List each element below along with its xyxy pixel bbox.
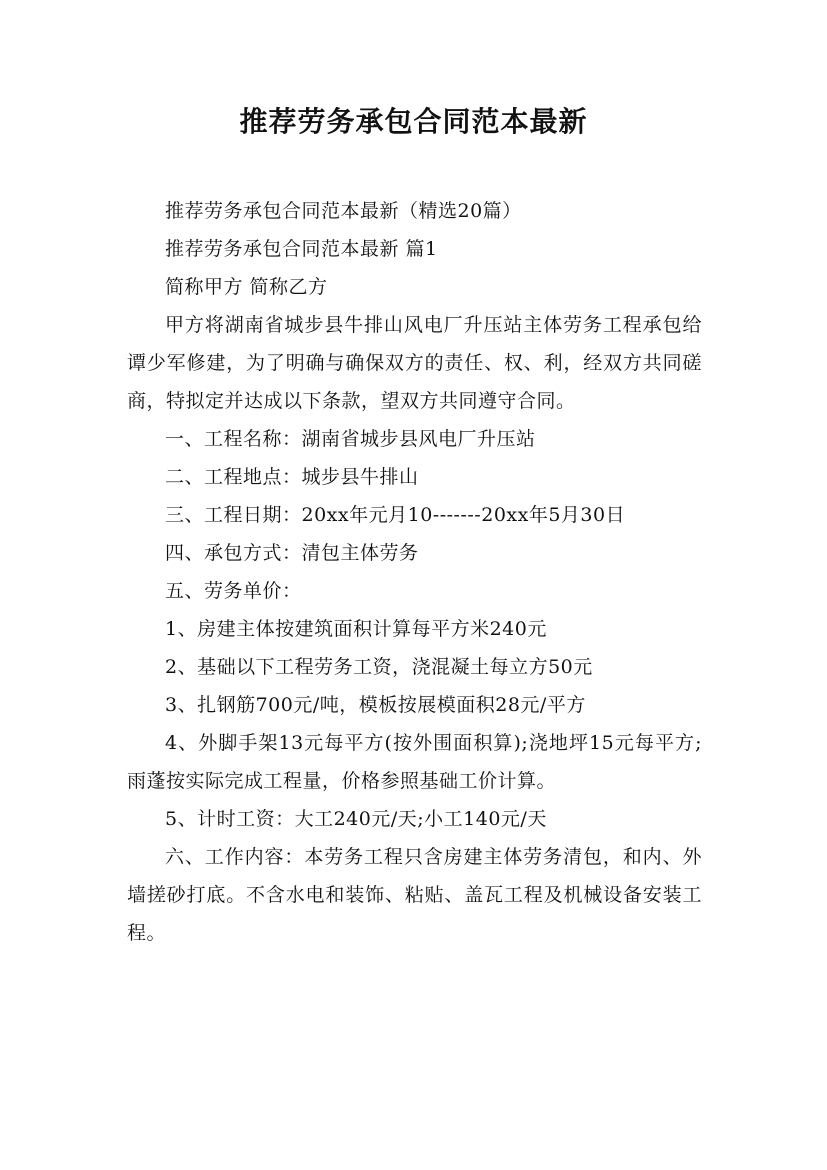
paragraph-project-location: 二、工程地点：城步县牛排山 (165, 466, 419, 488)
paragraph-parties: 简称甲方 简称乙方 (165, 276, 328, 298)
paragraph-price-item-5: 5、计时工资：大工240元/天;小工140元/天 (165, 808, 547, 830)
paragraph-unit-price-heading: 五、劳务单价： (165, 580, 302, 602)
paragraph-project-dates: 三、工程日期：20xx年元月10-------20xx年5月30日 (165, 504, 626, 526)
paragraph-section-heading: 推荐劳务承包合同范本最新 篇1 (165, 238, 438, 260)
paragraph-price-item-3: 3、扎钢筋700元/吨，模板按展模面积28元/平方 (165, 694, 586, 716)
paragraph-project-name: 一、工程名称：湖南省城步县风电厂升压站 (165, 428, 536, 450)
paragraph-contract-method: 四、承包方式：清包主体劳务 (165, 542, 419, 564)
paragraph-price-item-4: 4、外脚手架13元每平方(按外围面积算);浇地坪15元每平方;雨蓬按实际完成工程量，价格参照基础工价计算。 (127, 732, 702, 792)
paragraph-price-item-2: 2、基础以下工程劳务工资，浇混凝土每立方50元 (165, 656, 593, 678)
paragraph-price-item-1: 1、房建主体按建筑面积计算每平方米240元 (165, 618, 547, 640)
paragraph-work-content: 六、工作内容：本劳务工程只含房建主体劳务清包，和内、外墙搓砂打底。不含水电和装饰、粘贴、盖瓦工程及机械设备安装工程。 (127, 846, 702, 944)
document-body (127, 192, 702, 952)
document-title: 推荐劳务承包合同范本最新 (239, 105, 588, 138)
paragraph-subtitle: 推荐劳务承包合同范本最新（精选20篇） (165, 200, 522, 222)
paragraph-intro: 甲方将湖南省城步县牛排山风电厂升压站主体劳务工程承包给谭少军修建，为了明确与确保双方的责任、权、利，经双方共同磋商，特拟定并达成以下条款，望双方共同遵守合同。 (127, 314, 702, 412)
